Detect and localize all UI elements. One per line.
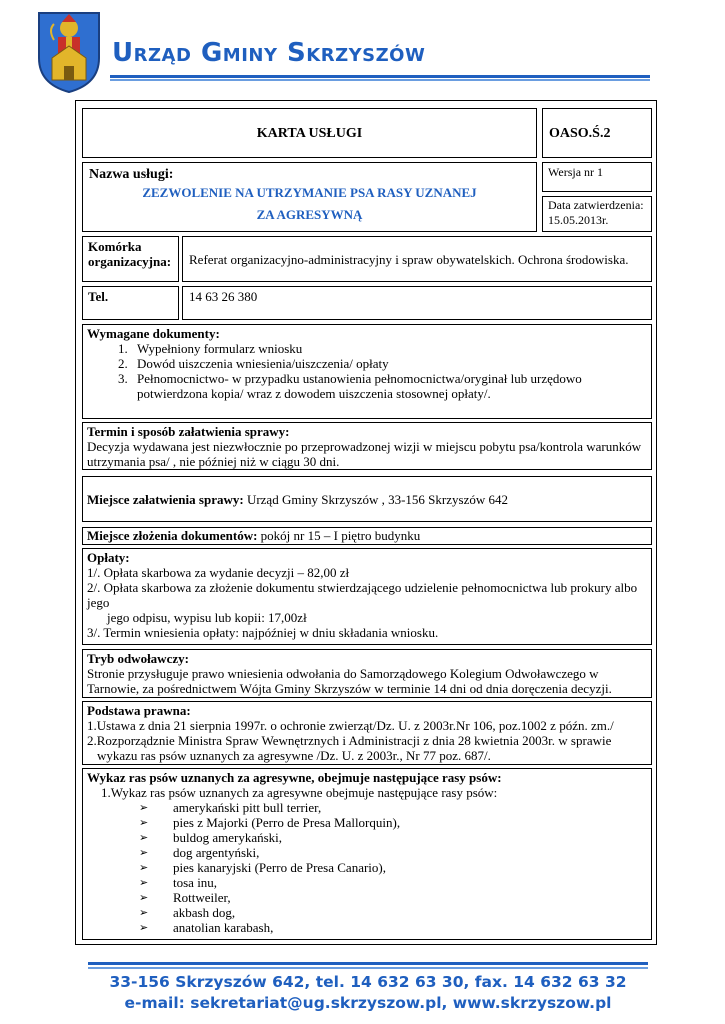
arrow-bullet-icon: ➢ — [139, 876, 149, 889]
footer-address: 33-156 Skrzyszów 642, tel. 14 632 63 30, fax. 14 632 63 32 — [109, 973, 627, 991]
tel-value: 14 63 26 380 — [182, 286, 652, 320]
list-item — [87, 905, 647, 920]
legal-line-1: 1.Ustawa z dnia 21 sierpnia 1997r. o ochronie zwierząt/Dz. U. z 2003r.Nr 106, poz.1002 z późn. zm./ — [87, 718, 614, 733]
fees-section — [82, 548, 652, 645]
deadline-text: Decyzja wydawana jest niezwłocznie po przeprowadzonej wizji w miejscu pobytu psa/kontrola warunków utrzymania psa/ , nie później niż w ciągu 30 dni. — [87, 439, 642, 469]
fees-line-3: jego odpisu, wypisu lub kopii: 17,00zł — [107, 610, 307, 625]
service-name-line-1: ZEZWOLENIE NA UTRZYMANIE PSA RASY UZNANEJ — [142, 185, 477, 200]
approval-date-box — [542, 196, 652, 232]
fees-heading: Opłaty: — [87, 550, 130, 565]
arrow-bullet-icon: ➢ — [139, 831, 149, 844]
footer-divider — [88, 962, 648, 969]
required-documents-section — [82, 324, 652, 419]
list-item — [87, 875, 647, 890]
place-section — [82, 476, 652, 522]
aggressive-breeds-section — [82, 768, 652, 940]
appeal-heading: Tryb odwoławczy: — [87, 651, 189, 666]
list-item — [87, 845, 647, 860]
unit-value: Referat organizacyjno-administracyjny i spraw obywatelskich. Ochrona środowiska. — [182, 236, 652, 282]
service-name-section — [82, 162, 537, 232]
breed-name: dog argentyński, — [173, 845, 260, 860]
list-item — [87, 800, 647, 815]
version-box: Wersja nr 1 — [542, 162, 652, 192]
list-item — [87, 830, 647, 845]
breed-name: pies kanaryjski (Perro de Presa Canario), — [173, 860, 386, 875]
tel-label: Tel. — [82, 286, 179, 320]
arrow-bullet-icon: ➢ — [139, 891, 149, 904]
service-label: Nazwa usługi: — [89, 167, 174, 182]
approval-date: 15.05.2013r. — [548, 213, 609, 227]
legal-line-2: 2.Rozporządznie Ministra Spraw Wewnętrznych i Administracji z dnia 28 kwietnia 2003r. w sprawie — [87, 733, 612, 748]
appeal-text: Stronie przysługuje prawo wniesienia odwołania do Samorządowego Kolegium Odwoławczego w Tarnowie, za pośrednictwem Wójta Gminy Skrzyszów w terminie 14 dni od dnia doręczenia decyzji. — [87, 666, 612, 696]
breeds-intro: 1.Wykaz ras psów uznanych za agresywne obejmuje następujące rasy psów: — [101, 785, 498, 800]
fees-line-1: 1/. Opłata skarbowa za wydanie decyzji – 82,00 zł — [87, 565, 350, 580]
breed-name: anatolian karabash, — [173, 920, 274, 935]
arrow-bullet-icon: ➢ — [139, 816, 149, 829]
header-divider — [110, 75, 650, 81]
fees-line-2: 2/. Opłata skarbowa za złożenie dokumentu stwierdzającego udzielenie pełnomocnictwa lub prokury albo jego — [87, 580, 638, 610]
fees-line-4: 3/. Termin wniesienia opłaty: najpóźniej w dniu składania wniosku. — [87, 625, 439, 640]
legal-line-3: wykazu ras psów uznanych za agresywne /Dz. U. z 2003r., Nr 77 poz. 687/. — [97, 748, 491, 763]
list-item — [87, 860, 647, 875]
coat-of-arms-logo — [36, 10, 102, 94]
list-item: 3. Pełnomocnictwo- w przypadku ustanowienia pełnomocnictwa/oryginał lub urzędowo potwierdzona kopia/ wraz z dowodem uiszczenia stosownej opłaty/. — [131, 371, 647, 401]
breed-name: Rottweiler, — [173, 890, 231, 905]
breed-name: buldog amerykański, — [173, 830, 283, 845]
breed-name: pies z Majorki (Perro de Presa Mallorquin), — [173, 815, 401, 830]
deadline-heading: Termin i sposób załatwienia sprawy: — [87, 424, 290, 439]
legal-heading: Podstawa prawna: — [87, 703, 191, 718]
arrow-bullet-icon: ➢ — [139, 846, 149, 859]
approval-label: Data zatwierdzenia: — [548, 198, 644, 212]
list-item: 2. Dowód uiszczenia wniesienia/uiszczenia/ opłaty — [131, 356, 647, 371]
footer-contact: e-mail: sekretariat@ug.skrzyszow.pl, www.skrzyszow.pl — [124, 994, 612, 1012]
submission-section — [82, 527, 652, 545]
legal-basis-section — [82, 701, 652, 765]
unit-label: Komórka organizacyjna: — [82, 236, 179, 282]
required-documents-heading: Wymagane dokumenty: — [87, 326, 220, 341]
place-heading: Miejsce załatwienia sprawy: — [87, 491, 244, 507]
arrow-bullet-icon: ➢ — [139, 801, 149, 814]
appeal-section — [82, 649, 652, 698]
breed-name: amerykański pitt bull terrier, — [173, 800, 322, 815]
submission-text: pokój nr 15 – I piętro budynku — [257, 528, 421, 543]
list-item — [87, 815, 647, 830]
list-item — [87, 920, 647, 935]
card-code: OASO.Ś.2 — [542, 108, 652, 158]
deadline-section — [82, 422, 652, 470]
breed-name: akbash dog, — [173, 905, 236, 920]
list-item — [87, 890, 647, 905]
list-item: 1. Wypełniony formularz wniosku — [131, 341, 647, 356]
breed-name: tosa inu, — [173, 875, 218, 890]
office-brand-name: Urząd Gminy Skrzyszów — [112, 38, 426, 68]
card-title: KARTA USŁUGI — [82, 108, 537, 158]
arrow-bullet-icon: ➢ — [139, 906, 149, 919]
breeds-heading: Wykaz ras psów uznanych za agresywne, obejmuje następujące rasy psów: — [87, 770, 502, 785]
arrow-bullet-icon: ➢ — [139, 921, 149, 934]
required-documents-list — [131, 341, 647, 401]
service-name-line-2: ZA AGRESYWNĄ — [256, 207, 363, 222]
submission-heading: Miejsce złożenia dokumentów: — [87, 528, 258, 543]
arrow-bullet-icon: ➢ — [139, 861, 149, 874]
place-text: Urząd Gminy Skrzyszów , 33-156 Skrzyszów 642 — [243, 491, 508, 507]
